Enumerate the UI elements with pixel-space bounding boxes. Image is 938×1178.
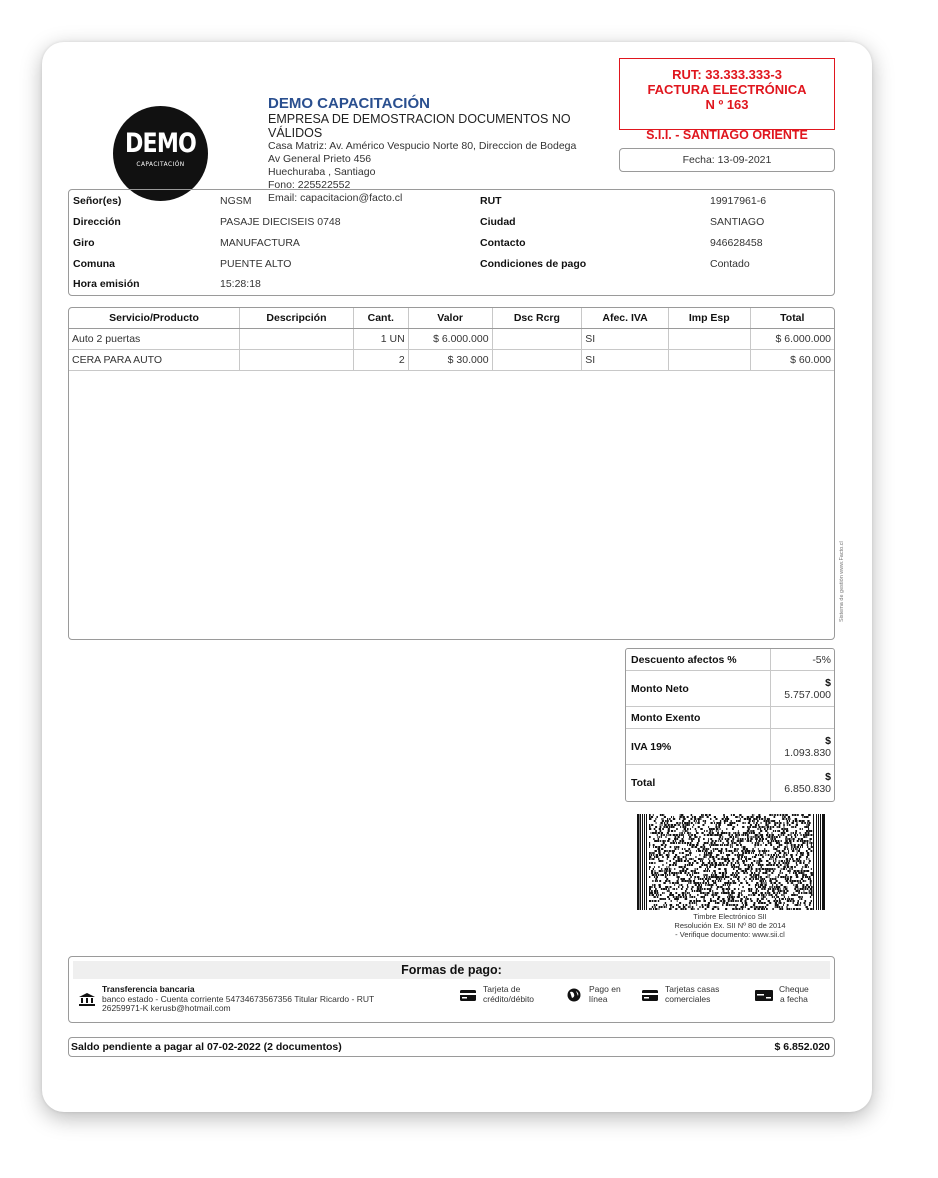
cell-dsc-rcrg xyxy=(492,349,582,370)
table-row xyxy=(69,328,834,349)
header-afec-iva: Afec. IVA xyxy=(582,308,669,328)
cell-producto: CERA PARA AUTO xyxy=(69,349,240,370)
totals-value: -5% xyxy=(812,653,831,666)
totals-value-cell xyxy=(771,671,834,706)
client-value-hora: 15:28:18 xyxy=(220,278,261,290)
client-value-ciudad: SANTIAGO xyxy=(710,216,765,228)
payment-transfer xyxy=(78,985,374,1014)
client-value-contacto: 946628458 xyxy=(710,237,763,249)
company-logo xyxy=(113,106,208,201)
header-descripcion: Descripción xyxy=(240,308,354,328)
company-description-cont: VÁLIDOS xyxy=(268,126,323,140)
company-city: Huechuraba , Santiago xyxy=(268,166,376,178)
cell-imp-esp xyxy=(668,349,750,370)
document-type: FACTURA ELECTRÓNICA xyxy=(647,82,807,97)
document-id-box xyxy=(619,58,835,130)
company-street: Av General Prieto 456 xyxy=(268,153,372,165)
company-description: EMPRESA DE DEMOSTRACION DOCUMENTOS NO xyxy=(268,112,571,126)
client-value-direccion: PASAJE DIECISEIS 0748 xyxy=(220,216,341,228)
card-label-cont: crédito/débito xyxy=(483,993,535,1004)
company-email: Email: capacitacion@facto.cl xyxy=(268,192,403,204)
cell-valor: $ 6.000.000 xyxy=(408,328,492,349)
cell-afec-iva: SI xyxy=(582,328,669,349)
payment-methods-box xyxy=(68,956,835,1023)
totals-row-descuento xyxy=(626,649,834,671)
cell-valor: $ 30.000 xyxy=(408,349,492,370)
totals-label: Monto Neto xyxy=(626,671,771,706)
totals-box xyxy=(625,648,835,802)
header-valor: Valor xyxy=(408,308,492,328)
logo-main-text: DEMO xyxy=(124,128,197,159)
header-imp-esp: Imp Esp xyxy=(668,308,750,328)
store-card-label-cont: comerciales xyxy=(665,993,711,1004)
client-value-comuna: PUENTE ALTO xyxy=(220,258,292,270)
cell-total: $ 60.000 xyxy=(750,349,834,370)
company-phone: Fono: 225522552 xyxy=(268,179,351,191)
sii-timbre-barcode xyxy=(637,814,825,910)
timbre-resolution: Resolución Ex. SII Nº 80 de 2014 xyxy=(674,921,786,930)
credit-card-icon xyxy=(459,988,477,1002)
client-value-senor: NGSM xyxy=(220,195,252,207)
document-number: N º 163 xyxy=(705,97,749,112)
timbre-title: Timbre Electrónico SII xyxy=(693,912,767,921)
company-name: DEMO CAPACITACIÓN xyxy=(268,95,430,112)
cell-dsc-rcrg xyxy=(492,328,582,349)
cell-descripcion xyxy=(240,328,354,349)
transfer-detail-cont: 26259971-K kerusb@hotmail.com xyxy=(102,1003,231,1013)
totals-row-exento xyxy=(626,707,834,729)
cell-producto: Auto 2 puertas xyxy=(69,328,240,349)
document-date: Fecha: 13-09-2021 xyxy=(619,148,835,172)
totals-row-iva xyxy=(626,729,834,765)
timbre-verify: - Verifique documento: www.sii.cl xyxy=(675,930,785,939)
totals-row-neto xyxy=(626,671,834,707)
client-label-comuna: Comuna xyxy=(73,258,115,270)
payment-store-card xyxy=(641,985,719,1004)
document-rut: RUT: 33.333.333-3 xyxy=(672,67,782,82)
currency-symbol: $ xyxy=(825,734,831,747)
cell-afec-iva: SI xyxy=(582,349,669,370)
header-dsc-rcrg: Dsc Rcrg xyxy=(492,308,582,328)
check-label-cont: a fecha xyxy=(779,993,808,1004)
client-info-box xyxy=(68,189,835,296)
items-table xyxy=(69,308,834,371)
client-value-condiciones: Contado xyxy=(710,258,750,270)
totals-value: 5.757.000 xyxy=(784,688,831,701)
cell-imp-esp xyxy=(668,328,750,349)
payment-check xyxy=(755,985,809,1004)
client-label-direccion: Dirección xyxy=(73,216,121,228)
totals-value: 6.850.830 xyxy=(784,783,831,795)
client-label-giro: Giro xyxy=(73,237,95,249)
totals-label: Descuento afectos % xyxy=(626,649,771,670)
invoice-sheet xyxy=(42,42,872,1112)
header-cantidad: Cant. xyxy=(353,308,408,328)
items-header-row xyxy=(69,308,834,328)
client-value-giro: MANUFACTURA xyxy=(220,237,300,249)
store-card-icon xyxy=(641,988,659,1002)
company-address: Casa Matriz: Av. Américo Vespucio Norte 80, Direccion de Bodega xyxy=(268,140,577,152)
currency-symbol: $ xyxy=(825,771,831,783)
totals-value-cell xyxy=(771,729,834,764)
logo-sub-text: CAPACITACIÓN xyxy=(136,160,185,168)
items-table-box xyxy=(68,307,835,640)
card-label: Tarjeta de xyxy=(483,984,521,994)
totals-value-cell xyxy=(771,765,834,801)
totals-label: Monto Exento xyxy=(626,707,771,728)
transfer-detail: banco estado - Cuenta corriente 54734673567356 Titular Ricardo - RUT xyxy=(102,993,375,1004)
header-total: Total xyxy=(750,308,834,328)
totals-row-total xyxy=(626,765,834,801)
client-value-rut: 19917961-6 xyxy=(710,195,767,207)
totals-value-cell xyxy=(771,707,834,728)
table-row xyxy=(69,349,834,370)
online-label: Pago en xyxy=(589,984,621,994)
client-label-condiciones: Condiciones de pago xyxy=(480,258,587,270)
sii-office: S.I.I. - SANTIAGO ORIENTE xyxy=(646,128,808,142)
client-label-hora: Hora emisión xyxy=(73,278,140,290)
payment-card xyxy=(459,985,534,1004)
currency-symbol: $ xyxy=(825,676,831,689)
store-card-label: Tarjetas casas xyxy=(665,984,720,994)
totals-value: 1.093.830 xyxy=(784,746,831,759)
payment-methods-title: Formas de pago: xyxy=(73,961,830,979)
transfer-title: Transferencia bancaria xyxy=(102,984,195,994)
client-label-senor: Señor(es) xyxy=(73,195,122,207)
check-label: Cheque xyxy=(779,984,809,994)
side-watermark-text: Sistema de gestión www.Facto.cl xyxy=(839,541,845,622)
globe-icon xyxy=(565,988,583,1002)
timbre-caption xyxy=(625,912,835,939)
cell-cantidad: 1 UN xyxy=(353,328,408,349)
client-label-ciudad: Ciudad xyxy=(480,216,516,228)
online-label-cont: línea xyxy=(589,993,608,1004)
check-icon xyxy=(755,988,773,1002)
cell-cantidad: 2 xyxy=(353,349,408,370)
payment-online xyxy=(565,985,621,1004)
client-label-contacto: Contacto xyxy=(480,237,526,249)
totals-label: IVA 19% xyxy=(626,729,771,764)
pending-balance-bar xyxy=(68,1037,835,1057)
cell-total: $ 6.000.000 xyxy=(750,328,834,349)
pending-balance-value: $ 6.852.020 xyxy=(774,1041,830,1053)
bank-icon xyxy=(78,992,96,1006)
header-servicio: Servicio/Producto xyxy=(69,308,240,328)
cell-descripcion xyxy=(240,349,354,370)
client-label-rut: RUT xyxy=(480,195,502,207)
totals-label: Total xyxy=(626,765,771,801)
totals-value-cell xyxy=(771,649,834,670)
pending-balance-label: Saldo pendiente a pagar al 07-02-2022 (2 documentos) xyxy=(71,1041,342,1053)
